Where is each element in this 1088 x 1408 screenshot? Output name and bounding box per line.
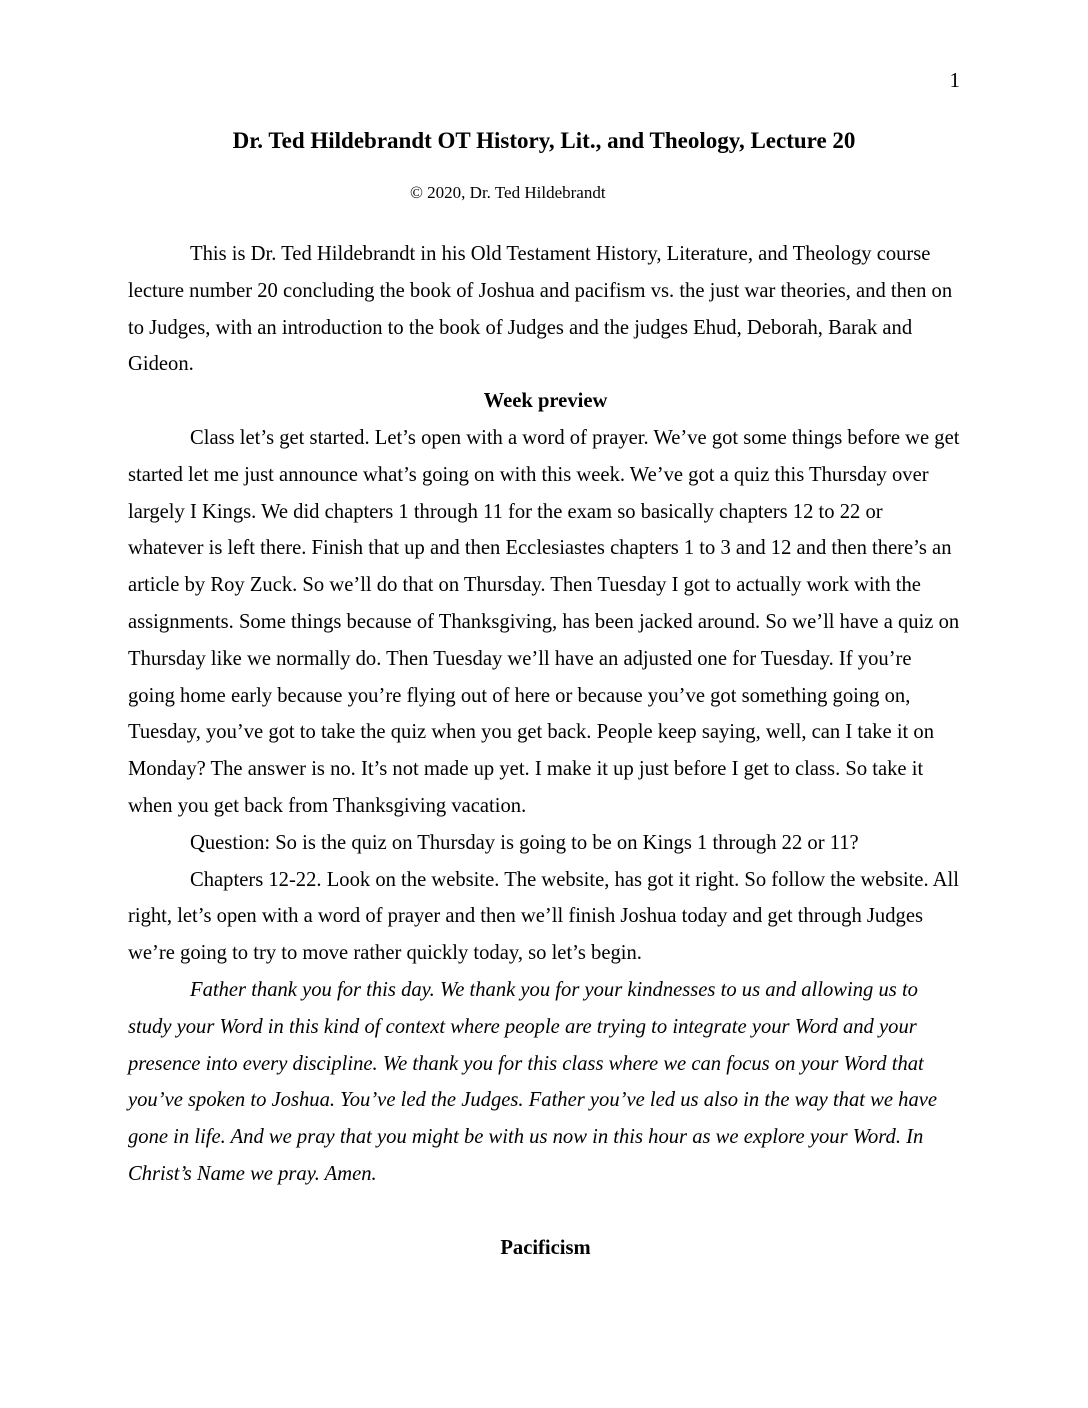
section-spacer [128, 1193, 963, 1230]
intro-paragraph: This is Dr. Ted Hildebrandt in his Old Testament History, Literature, and Theology course lecture number 20 concluding the book of Joshua and pacifism vs. the just war theories, and then on to Judges, with an introduction to the book of Judges and the judges Ehud, Deborah, Barak and Gideon. [128, 243, 953, 376]
copyright-line: © 2020, Dr. Ted Hildebrandt [410, 183, 606, 202]
body-paragraph: Chapters 12-22. Look on the website. The website, has got it right. So follow the website. All right, let’s open with a word of prayer and then we’ll finish Joshua today and get through Judges we’re going to try to move rather quickly today, so let’s begin. [128, 868, 959, 965]
question-paragraph: Question: So is the quiz on Thursday is going to be on Kings 1 through 22 or 11? [190, 831, 859, 854]
document-title: Dr. Ted Hildebrandt OT History, Lit., and Theology, Lecture 20 [232, 128, 856, 153]
body-paragraph: Class let’s get started. Let’s open with a word of prayer. We’ve got some things before we get started let me just announce what’s going on with this week. We’ve got a quiz this Thursday over largely I Kings. We did chapters 1 through 11 for the exam so basically chapters 12 to 22 or whatever is left there. Finish that up and then Ecclesiastes chapters 1 to 3 and 12 and then there’s an article by Roy Zuck. So we’ll do that on Thursday. Then Tuesday I got to actually work with the assignments. Some things because of Thanksgiving, has been jacked around. So we’ll have a quiz on Thursday like we normally do. Then Tuesday we’ll have an adjusted one for Tuesday. If you’re going home early because you’re flying out of here or because you’ve got something going on, Tuesday, you’ve got to take the quiz when you get back. People keep saying, well, can I take it on Monday? The answer is no. It’s not made up yet. I make it up just before I get to class. So take it when you get back from Thanksgiving vacation. [128, 426, 960, 817]
section-heading-pacificism: Pacificism [500, 1236, 591, 1259]
document-body [128, 236, 963, 1266]
page-number: 1 [949, 68, 960, 92]
prayer-paragraph: Father thank you for this day. We thank you for your kindnesses to us and allowing us to study your Word in this kind of context where people are trying to integrate your Word and your presence into every discipline. We thank you for this class where we can focus on your Word that you’ve spoken to Joshua. You’ve led the Judges. Father you’ve led us also in the way that we have gone in life. And we pray that you might be with us now in this hour as we explore your Word. In Christ’s Name we pray. Amen. [128, 978, 938, 1185]
section-heading-week-preview: Week preview [483, 390, 608, 413]
